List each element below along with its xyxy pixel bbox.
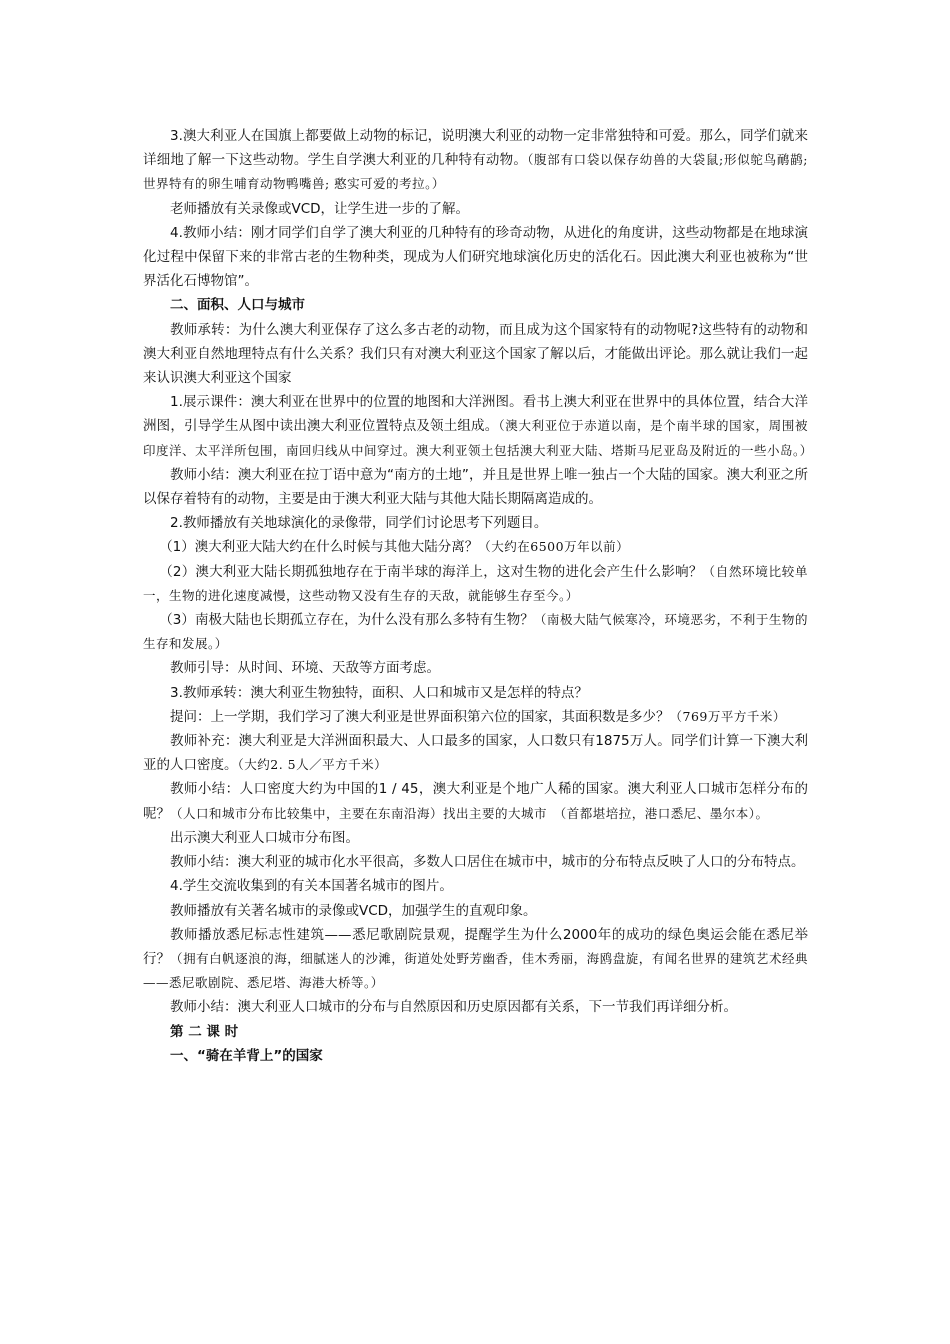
paragraph-teacher-summary-latin [143, 463, 808, 511]
heading-text: 二、面积、人口与城市 [170, 297, 305, 314]
document-page [143, 124, 813, 1068]
paragraph-text: 教师播放悉尼标志性建筑——悉尼歌剧院景观，提醒学生为什么2000年的成功的绿色奥运会能在悉尼举行？ [143, 926, 808, 967]
question-3 [143, 608, 808, 656]
section-heading-sheep [143, 1044, 808, 1068]
answer-note: （人口和城市分布比较集中，主要在东南沿海） [170, 805, 444, 821]
paragraph-text: 教师小结：澳大利亚在拉丁语中意为“南方的土地”，并且是世界上唯一独占一个大陆的国家。澳大利亚之所以保存着特有的动物，主要是由于澳大利亚大陆与其他大陆长期隔离造成的。 [143, 466, 808, 508]
answer-note: （拥有白帆逐浪的海，细腻迷人的沙滩，街道处处野芳幽香，佳木秀丽，海鸥盘旋，有闻名世界的建筑艺术经典——悉尼歌剧院、悉尼塔、海港大桥等。） [143, 950, 808, 991]
paragraph-text: 教师小结：人口密度大约为中国的1 / 45，澳大利亚是个地广人稀的国家。澳大利亚人口城市怎样分布的呢？ [143, 781, 808, 822]
paragraph-text: 2.教师播放有关地球演化的录像带，同学们讨论思考下列题目。 [170, 515, 548, 532]
paragraph-teacher-summary-density [143, 777, 808, 825]
paragraph-earth-evolution-video [143, 511, 808, 535]
lesson-heading-second [143, 1020, 808, 1044]
question-text: （1）澳大利亚大陆大约在什么时候与其他大陆分离？ [159, 539, 479, 556]
paragraph-text: 教师承转：为什么澳大利亚保存了这么多古老的动物，而且成为这个国家特有的动物呢?这些特有的动物和澳大利亚自然地理特点有什么关系？我们只有对澳大利亚这个国家了解以后，才能做出评论。那么就让我们一起来认识澳大利亚这个国家 [143, 321, 808, 387]
paragraph-question-area [143, 705, 808, 729]
paragraph-teacher-supplement [143, 729, 808, 777]
section-heading-area-population [143, 293, 808, 317]
paragraph-show-courseware [143, 390, 813, 463]
question-1 [143, 535, 808, 559]
answer-note: （澳大利亚位于赤道以南，是个南半球的国家，周围被印度洋、太平洋所包围，南回归线从中间穿过。澳大利亚领土包括澳大利亚大陆、塔斯马尼亚岛及附近的一些小岛。） [143, 418, 813, 458]
question-2 [143, 560, 808, 608]
paragraph-text: 老师播放有关录像或VCD，让学生进一步的了解。 [170, 200, 470, 217]
paragraph-text: 教师播放有关著名城市的录像或VCD，加强学生的直观印象。 [170, 902, 537, 919]
paragraph-teacher-vcd [143, 197, 808, 221]
paragraph-teacher-city-video [143, 899, 808, 923]
question-text: （3）南极大陆也长期孤立存在，为什么没有那么多特有生物？ [159, 612, 534, 629]
paragraph-text: 3.教师承转：澳大利亚生物独特，面积、人口和城市又是怎样的特点？ [170, 684, 588, 701]
paragraph-animals-intro [143, 124, 808, 197]
paragraph-sydney-opera [143, 923, 808, 996]
answer-note: （南极大陆气候寒冷，环境恶劣，不利于生物的生存和发展。） [143, 612, 808, 652]
paragraph-teacher-summary-fossils [143, 221, 808, 294]
paragraph-teacher-transition-3 [143, 681, 808, 705]
answer-note: （大约2. 5人／平方千米） [237, 757, 388, 773]
paragraph-continuation: 找出主要的大城市 （首都堪培拉，港口悉尼、墨尔本）。 [443, 805, 769, 821]
answer-note: （大约在6500万年以前） [478, 539, 630, 555]
paragraph-text: 出示澳大利亚人口城市分布图。 [170, 829, 359, 846]
paragraph-student-exchange [143, 874, 808, 898]
paragraph-text: 教师小结：澳大利亚的城市化水平很高，多数人口居住在城市中，城市的分布特点反映了人口的分布特点。 [170, 854, 805, 871]
heading-text: 第 二 课 时 [170, 1023, 239, 1040]
paragraph-teacher-guide [143, 656, 808, 680]
paragraph-teacher-summary-urbanization [143, 850, 808, 874]
answer-note: （腹部有口袋以保存幼兽的大袋鼠;形似鸵鸟鸸鹋; 世界特有的卵生哺育动物鸭嘴兽; 憨实可爱的考拉。） [143, 152, 808, 192]
paragraph-teacher-summary-final [143, 995, 808, 1019]
paragraph-text: 教师小结：澳大利亚人口城市的分布与自然原因和历史原因都有关系，下一节我们再详细分析。 [170, 999, 737, 1016]
paragraph-teacher-transition [143, 318, 808, 391]
paragraph-text: 提问：上一学期，我们学习了澳大利亚是世界面积第六位的国家，其面积数是多少？ [170, 708, 670, 725]
paragraph-text: 教师引导：从时间、环境、天敌等方面考虑。 [170, 660, 440, 677]
answer-note: （769万平方千米） [669, 708, 786, 724]
paragraph-text: 4.学生交流收集到的有关本国著名城市的图片。 [170, 878, 453, 895]
question-text: （2）澳大利亚大陆长期孤独地存在于南半球的海洋上，这对生物的进化会产生什么影响？ [159, 563, 703, 580]
answer-note: （自然环境比较单一，生物的进化速度减慢，这些动物又没有生存的天敌，就能够生存至今。） [143, 563, 808, 603]
paragraph-text: 3.澳大利亚人在国旗上都要做上动物的标记，说明澳大利亚的动物一定非常独特和可爱。那么，同学们就来详细地了解一下这些动物。学生自学澳大利亚的几种特有动物。 [143, 128, 808, 169]
heading-text: 一、“骑在羊背上”的国家 [170, 1047, 323, 1064]
paragraph-text: 教师补充：澳大利亚是大洋洲面积最大、人口最多的国家，人口数只有1875万人。同学们计算一下澳大利亚的人口密度。 [143, 733, 808, 774]
paragraph-show-distribution-map [143, 826, 808, 850]
paragraph-text: 4.教师小结：刚才同学们自学了澳大利亚的几种特有的珍奇动物，从进化的角度讲，这些动物都是在地球演化过程中保留下来的非常古老的生物种类，现成为人们研究地球演化历史的活化石。因此澳大利亚也被称为“世界活化石博物馆”。 [143, 224, 808, 290]
paragraph-text: 1.展示课件：澳大利亚在世界中的位置的地图和大洋洲图。看书上澳大利亚在世界中的具体位置，结合大洋洲图，引导学生从图中读出澳大利亚位置特点及领土组成。 [143, 394, 808, 435]
